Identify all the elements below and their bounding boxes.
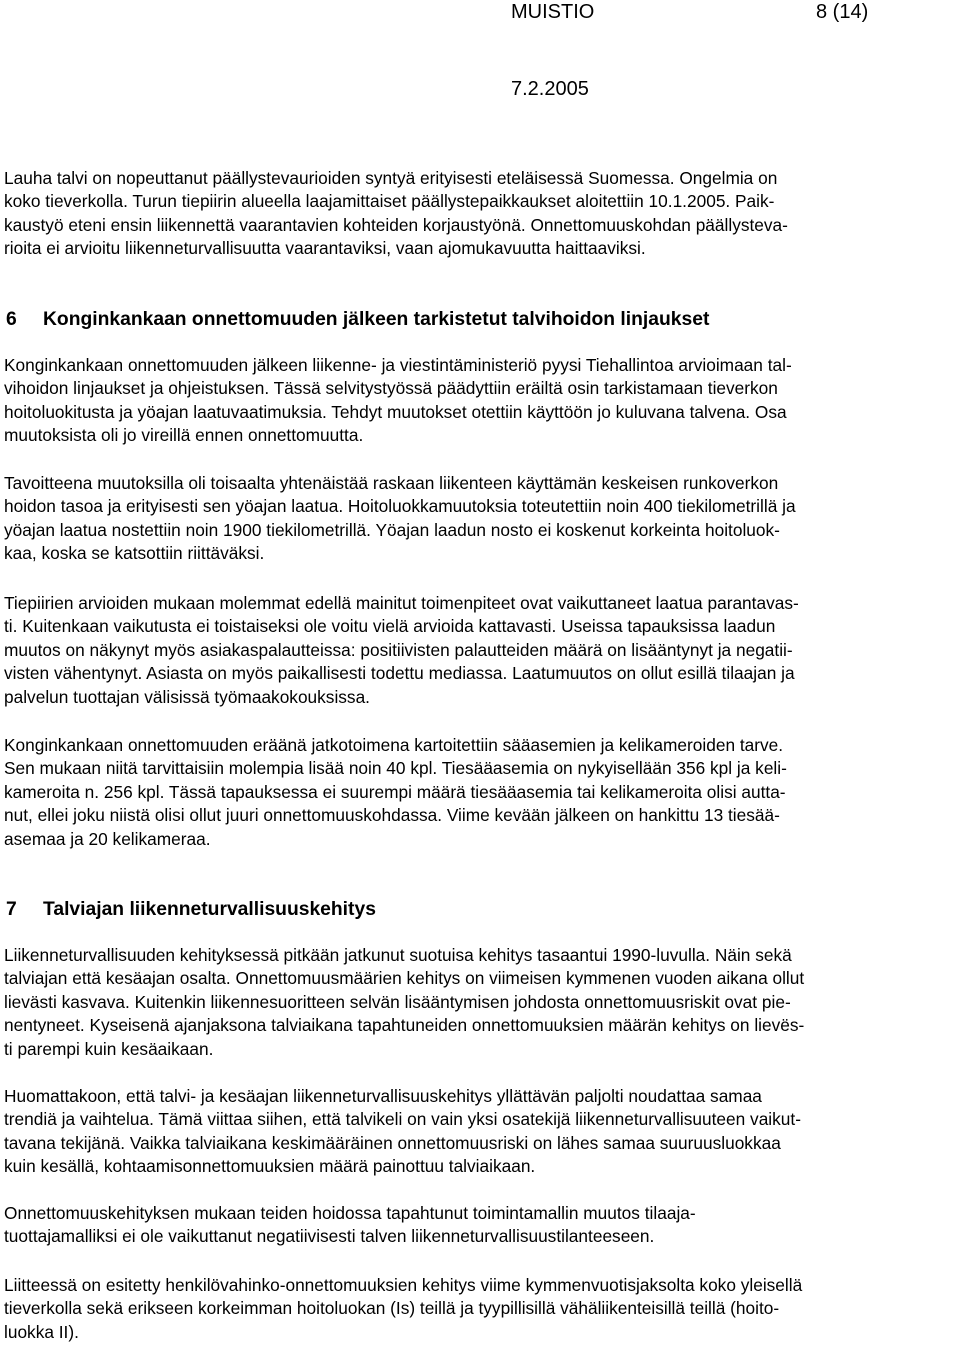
page-header (0, 0, 960, 110)
text-line: ti parempi kuin kesäaikaan. (4, 1038, 214, 1059)
text-line: muutoksista oli jo vireillä ennen onnettomuutta. (4, 425, 364, 446)
section-6-paragraph-1 (4, 354, 956, 448)
section-number: 6 (6, 309, 17, 330)
page-number: 8 (14) (816, 1, 869, 23)
text-line: hoidon tasoa ja erityisesti sen yöajan laatua. Hoitoluokkamuutoksia toteutettiin noin 400 tiekilometrillä ja (4, 496, 796, 517)
section-6-paragraph-3 (4, 592, 956, 709)
section-title: Konginkankaan onnettomuuden jälkeen tarkistetut talvihoidon linjaukset (43, 309, 710, 330)
text-line: vihoidon linjaukset ja ohjeistuksen. Tässä selvitystyössä päädyttiin eräiltä osin tarkistamaan tieverkon (4, 378, 778, 399)
document-type: MUISTIO (511, 1, 595, 23)
text-line: visten vähentynyt. Asiasta on myös paikallisesti todettu mediassa. Laatumuutos on ollut esillä tilaajan ja (4, 663, 795, 684)
text-line: kameroita n. 256 kpl. Tässä tapauksessa ei suurempi määrä tiesääasemia tai kelikameroita olisi autta- (4, 781, 786, 802)
text-line: Lauha talvi on nopeuttanut päällystevaurioiden syntyä erityisesti eteläisessä Suomessa. Ongelmia on (4, 168, 778, 188)
text-line: Liitteessä on esitetty henkilövahinko-onnettomuuksien kehitys viime kymmenvuotisjaksolta koko yleisellä (4, 1275, 803, 1295)
text-line: Onnettomuuskehityksen mukaan teiden hoidossa tapahtunut toimintamallin muutos tilaaja- (4, 1203, 696, 1223)
section-7-paragraph-3 (4, 1202, 956, 1249)
section-6-paragraph-2 (4, 472, 956, 566)
section-number: 7 (6, 899, 17, 920)
text-line: tieverkolla sekä erikseen korkeimman hoitoluokan (Is) teillä ja tyypillisillä vähäliikenteisillä teillä (hoito- (4, 1298, 780, 1319)
document-date: 7.2.2005 (511, 78, 589, 100)
text-line: Liikenneturvallisuuden kehityksessä pitkään jatkunut suotuisa kehitys tasaantui 1990-luvulla. Näin sekä (4, 945, 792, 965)
text-line: asemaa ja 20 kelikameraa. (4, 828, 211, 849)
text-line: Konginkankaan onnettomuuden jälkeen liikenne- ja viestintäministeriö pyysi Tiehallintoa arvioimaan tal- (4, 355, 792, 375)
text-line: muutos on näkynyt myös asiakaspalautteissa: positiivisten palautteiden määrä on lisääntynyt ja negatii- (4, 639, 793, 660)
text-line: trendiä ja vaihtelua. Tämä viittaa siihen, että talvikeli on vain yksi osatekijä liikenneturvallisuuteen vaikut- (4, 1109, 801, 1130)
text-line: yöajan laatua nostettiin noin 1900 tiekilometrillä. Yöajan laadun nosto ei koskenut korkeinta hoitoluok- (4, 519, 780, 540)
text-line: kaustyö eteni ensin liikennettä vaarantavien kohteiden korjaustyönä. Onnettomuuskohdan päällysteva- (4, 214, 788, 235)
section-6-paragraph-4 (4, 734, 956, 851)
text-line: kuin kesällä, kohtaamisonnettomuuksien määrä painottuu talviaikaan. (4, 1156, 536, 1177)
text-line: Tiepiirien arvioiden mukaan molemmat edellä mainitut toimenpiteet ovat vaikuttaneet laatua parantavas- (4, 593, 799, 613)
text-line: palvelun tuottajan välisissä työmaakokouksissa. (4, 686, 370, 707)
intro-paragraph (4, 167, 956, 261)
text-line: hoitoluokitusta ja yöajan laatuvaatimuksia. Tehdyt muutokset otettiin käyttöön jo kuluvana talvena. Osa (4, 401, 787, 422)
text-line: ti. Kuitenkaan vaikutusta ei toistaiseksi ole voitu vielä arvioida kattavasti. Useissa tapauksissa laadun (4, 616, 776, 637)
section-7-paragraph-2 (4, 1085, 956, 1179)
section-7-paragraph-1 (4, 944, 956, 1061)
text-line: koko tieverkolla. Turun tiepiirin alueella laajamittaiset päällystepaikkaukset aloitettiin 10.1.2005. Paik- (4, 191, 775, 212)
section-7-heading (6, 898, 376, 922)
text-line: luokka II). (4, 1321, 79, 1342)
text-line: Tavoitteena muutoksilla oli toisaalta yhtenäistää raskaan liikenteen käyttämän keskeisen runkoverkon (4, 473, 779, 493)
text-line: Huomattakoon, että talvi- ja kesäajan liikenneturvallisuuskehitys yllättävän paljolti noudattaa samaa (4, 1086, 762, 1106)
text-line: kaa, koska se katsottiin riittäväksi. (4, 543, 265, 564)
text-line: nut, ellei joku niistä olisi ollut juuri onnettomuuskohdassa. Viime kevään jälkeen on hankittu 13 tiesää- (4, 805, 780, 826)
text-line: nentyneet. Kyseisenä ajanjaksona talviaikana tapahtuneiden onnettomuuksien määrän kehitys on lievës- (4, 1015, 805, 1036)
text-line: Konginkankaan onnettomuuden eräänä jatkotoimena kartoitettiin sääasemien ja kelikameroiden tarve. (4, 735, 784, 755)
text-line: Sen mukaan niitä tarvittaisiin molempia lisää noin 40 kpl. Tiesääasemia on nykyisellään 356 kpl ja keli- (4, 758, 787, 779)
text-line: tavana tekijänä. Vaikka talviaikana keskimääräinen onnettomuusriski on lähes samaa suuruusluokkaa (4, 1132, 781, 1153)
text-line: tuottajamalliksi ei ole vaikuttanut negatiivisesti talven liikenneturvallisuustilanteeseen. (4, 1226, 655, 1247)
section-7-paragraph-4 (4, 1274, 956, 1344)
text-line: rioita ei arvioitu liikenneturvallisuutta vaarantaviksi, vaan ajomukavuutta haittaaviksi. (4, 238, 646, 259)
text-line: talviajan että kesäajan osalta. Onnettomuusmäärien kehitys on viimeisen kymmenen vuoden aikana ollut (4, 968, 805, 989)
section-6-heading (6, 308, 709, 332)
section-title: Talviajan liikenneturvallisuuskehitys (43, 899, 376, 920)
text-line: lievästi kasvava. Kuitenkin liikennesuoritteen selvän lisääntymisen johdosta onnettomuusriskit ovat pie- (4, 991, 791, 1012)
